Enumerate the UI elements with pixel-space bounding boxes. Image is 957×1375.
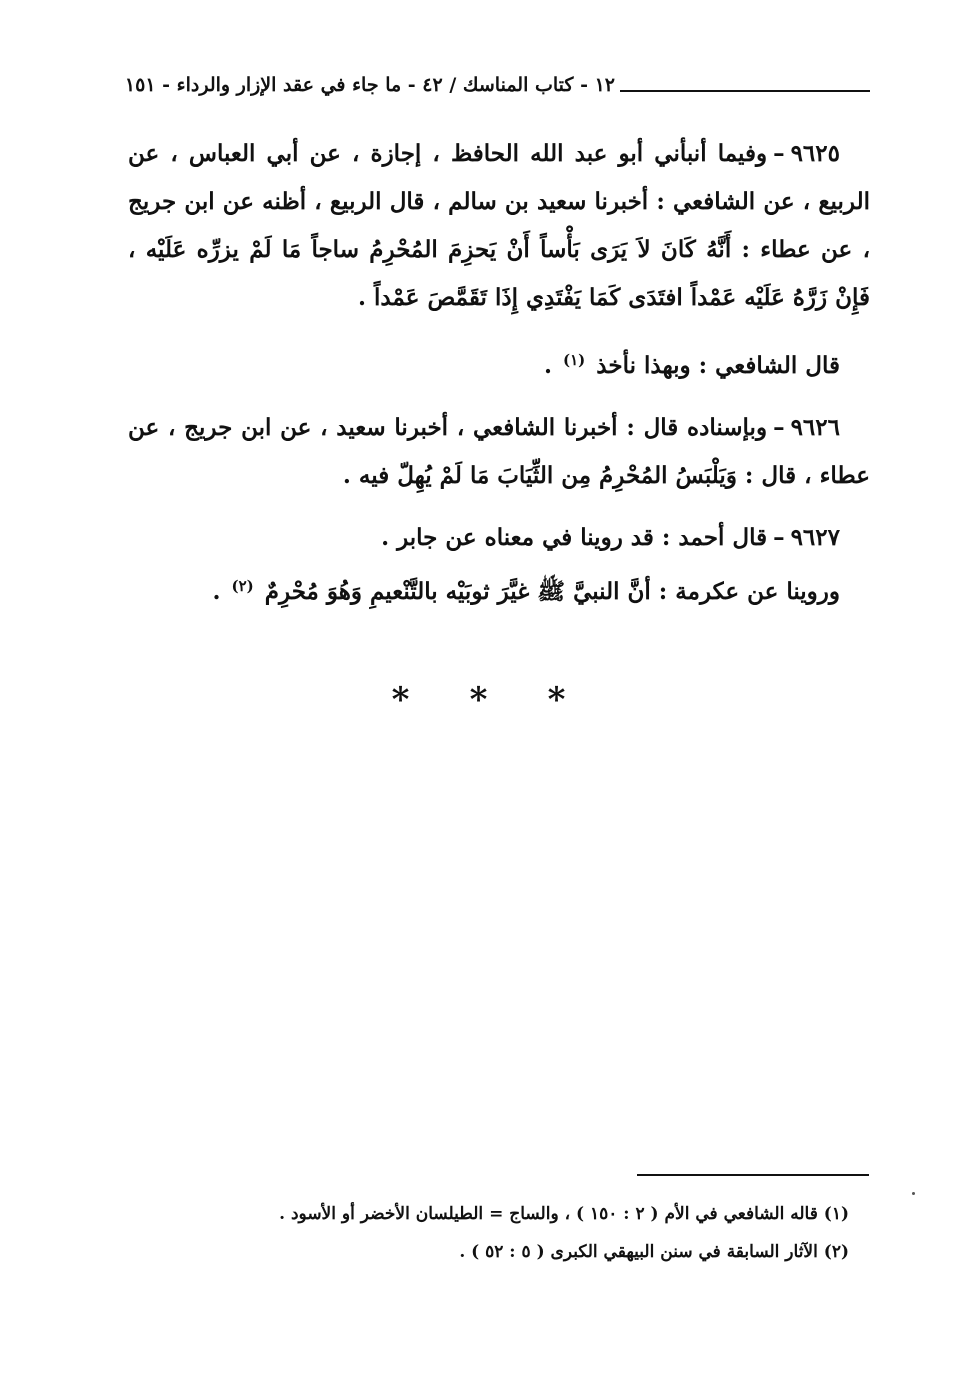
header-rule — [620, 90, 870, 92]
star-glyph: * — [391, 680, 410, 720]
main-text — [128, 130, 870, 616]
footnote-ref[interactable]: (١) — [563, 351, 586, 369]
star-glyph: * — [547, 680, 566, 720]
paragraph-tail: . — [212, 578, 221, 605]
dash: – — [773, 140, 785, 167]
paragraph-text: قال أحمد : قد روينا في معناه عن جابر . — [381, 524, 768, 551]
paragraph-text: وفيما أنبأني أبو عبد الله الحافظ ، إجازة ، عن أبي العباس ، عن الربيع ، عن الشافعي : أخبرنا سعيد بن سالم ، قال الربيع ، أظنه عن ابن جريج ، عن عطاء : أَنَّهُ كَانَ لاَ يَرَى بَأْساً أَنْ يَحزِمَ المُحْرِمُ ساجاً مَا لَمْ يزرِّه عَلَيْه ، فَإِنْ زَرَّهُ عَلَيْه عَمْداً افتَدَى كَمَا يَفْتَدِي إِذَا تَقَمَّصَ عَمْداً . — [128, 140, 870, 311]
paragraph-9625 — [128, 130, 870, 322]
footnote-1: (١) قاله الشافعي في الأم ( ٢ : ١٥٠ ) ، والساج = الطيلسان الأخضر أو الأسود . — [279, 1204, 849, 1224]
paragraph-text: وروينا عن عكرمة : أنَّ النبيَّ ﷺ غيَّرَ ثوبَيْه بالتَّنْعيمِ وَهُوَ مُحْرِمٌ — [264, 578, 840, 605]
hadith-number: ٩٦٢٦ — [790, 414, 840, 441]
scan-speck — [912, 1192, 915, 1195]
paragraph-shafii-note — [128, 336, 870, 390]
star-glyph: * — [469, 680, 488, 720]
dash: – — [773, 524, 785, 551]
paragraph-9626 — [128, 404, 870, 500]
paragraph-text: قال الشافعي : وبهذا نأخذ — [596, 352, 840, 379]
footnotes — [129, 1195, 849, 1271]
running-title: ١٢ - كتاب المناسك / ٤٢ - ما جاء في عقد الإزار والرداء - ١٥١ — [124, 74, 615, 96]
running-header — [124, 70, 870, 110]
hadith-number: ٩٦٢٧ — [790, 524, 840, 551]
hadith-number: ٩٦٢٥ — [790, 140, 840, 167]
footnote-ref[interactable]: (٢) — [231, 577, 254, 595]
section-separator — [0, 680, 957, 720]
footnote-rule — [637, 1174, 869, 1176]
footnote-2: (٢) الآثار السابقة في سنن البيهقي الكبرى ( ٥ : ٥٢ ) . — [459, 1242, 849, 1262]
paragraph-text: وبإسناده قال : أخبرنا الشافعي ، أخبرنا سعيد ، عن ابن جريج ، عن عطاء ، قال : وَيَلْبَسُ المُحْرِمُ مِن الثِّيَابَ مَا لَمْ يُهِلّ فيه . — [128, 414, 870, 489]
paragraph-ikrima — [128, 562, 870, 616]
dash: – — [773, 414, 785, 441]
paragraph-tail: . — [543, 352, 552, 379]
paragraph-9627 — [128, 514, 870, 562]
